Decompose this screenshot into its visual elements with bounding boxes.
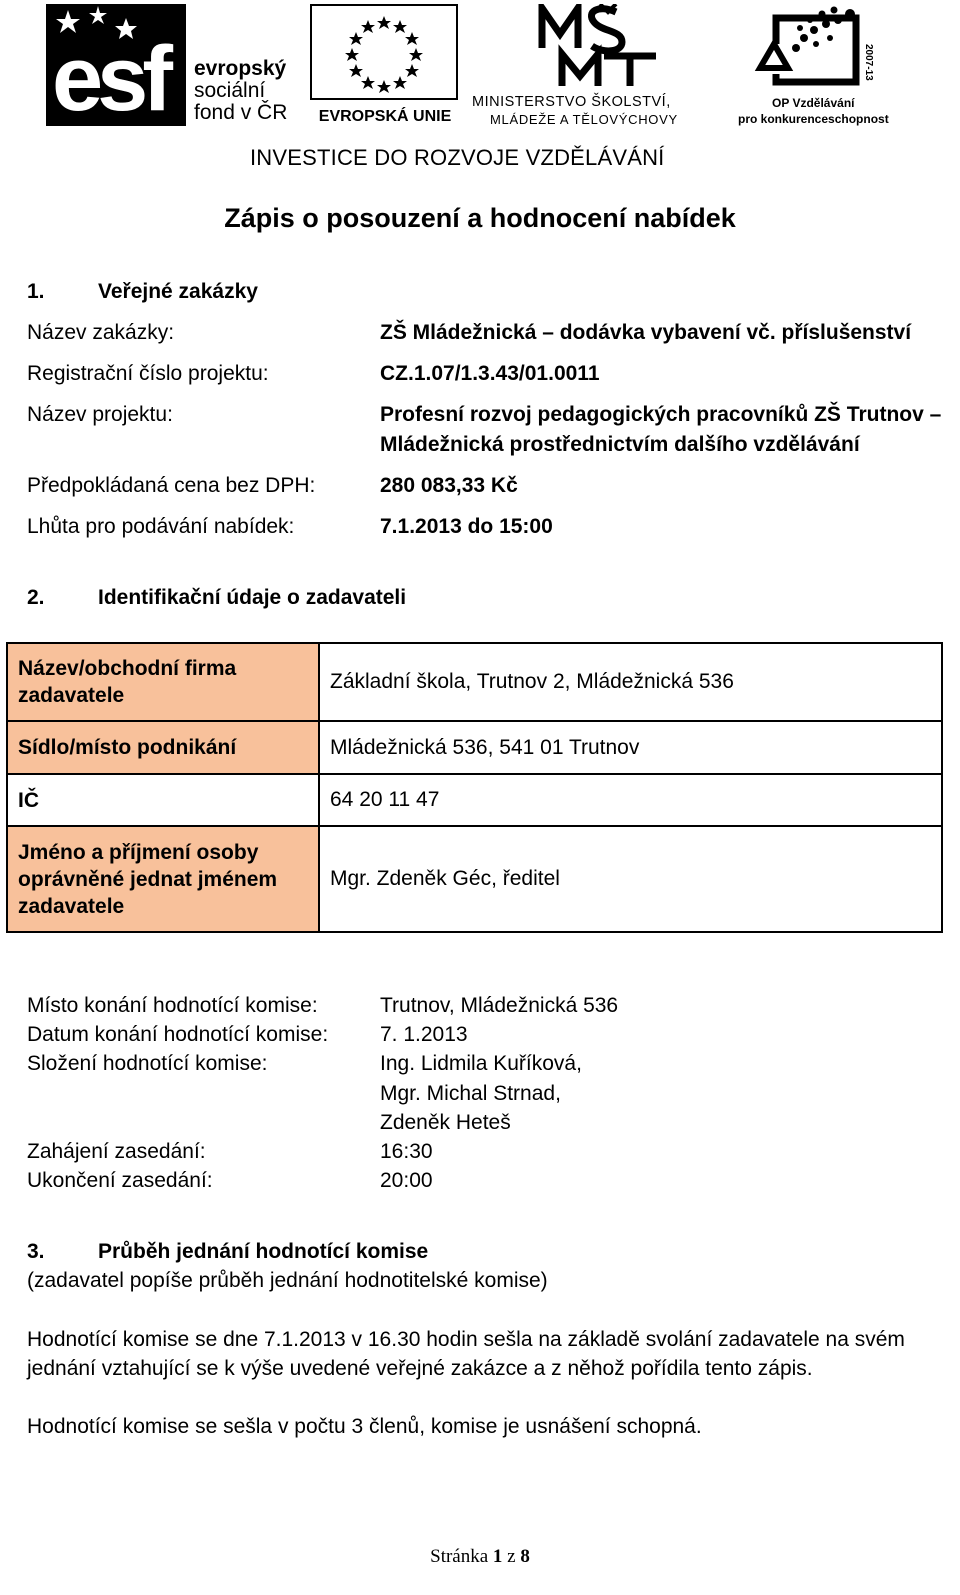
table-row [7, 774, 942, 826]
section-1-title: Veřejné zakázky [98, 280, 258, 303]
msmt-logo [472, 4, 727, 126]
op-logo [738, 4, 903, 126]
section-2-number: 2. [27, 586, 45, 609]
session-start-value: 16:30 [380, 1140, 433, 1163]
section-3-title: Průběh jednání hodnotící komise [98, 1240, 429, 1263]
committee-member-2: Mgr. Michal Strnad, [380, 1082, 561, 1105]
estimated-price-value: 280 083,33 Kč [380, 474, 518, 497]
deadline-value: 7.1.2013 do 15:00 [380, 515, 553, 538]
op-line-2: pro konkurenceschopnost [738, 112, 889, 126]
estimated-price-label: Předpokládaná cena bez DPH: [27, 474, 316, 497]
esf-line-1: evropský [194, 57, 287, 80]
proceedings-line-1: Hodnotící komise se dne 7.1.2013 v 16.30 hodin sešla na základě svolání zadavatele na svém [27, 1328, 905, 1351]
committee-date-value: 7. 1.2013 [380, 1023, 468, 1046]
op-line-1: OP Vzdělávání [772, 96, 855, 110]
authorized-person-value: Mgr. Zdeněk Géc, ředitel [319, 826, 942, 932]
session-end-value: 20:00 [380, 1169, 433, 1192]
committee-place-label: Místo konání hodnotící komise: [27, 994, 318, 1017]
table-row [7, 826, 942, 932]
msmt-line-2: MLÁDEŽE A TĚLOVÝCHOVY [490, 112, 678, 127]
company-name-label: Název/obchodní firma zadavatele [7, 643, 319, 721]
esf-logo [46, 4, 296, 130]
eu-flag-icon [310, 4, 458, 100]
registered-office-value: Mládežnická 536, 541 01 Trutnov [319, 721, 942, 774]
session-start-label: Zahájení zasedání: [27, 1140, 206, 1163]
section-1-number: 1. [27, 280, 45, 303]
project-name-value-line-2: Mládežnická prostřednictvím dalšího vzdělávání [380, 433, 860, 456]
deadline-label: Lhůta pro podávání nabídek: [27, 515, 295, 538]
msmt-mark-icon [538, 4, 658, 90]
table-row [7, 643, 942, 721]
op-mark-icon [738, 4, 903, 94]
committee-place-value: Trutnov, Mládežnická 536 [380, 994, 619, 1017]
ico-label: IČ [7, 774, 319, 826]
eu-label: EVROPSKÁ UNIE [318, 108, 452, 125]
investice-tagline: INVESTICE DO ROZVOJE VZDĚLÁVÁNÍ [250, 145, 665, 170]
committee-date-label: Datum konání hodnotící komise: [27, 1023, 329, 1046]
esf-letters: esf [52, 28, 167, 130]
contract-name-label: Název zakázky: [27, 321, 175, 344]
section-2-heading [27, 586, 406, 610]
committee-member-1: Ing. Lidmila Kuříková, [380, 1052, 582, 1075]
project-name-value-line-1: Profesní rozvoj pedagogických pracovníků ZŠ Trutnov – [380, 403, 942, 426]
registration-number-label: Registrační číslo projektu: [27, 362, 269, 385]
company-name-value: Základní škola, Trutnov 2, Mládežnická 536 [319, 643, 942, 721]
project-name-label: Název projektu: [27, 403, 173, 426]
op-year: 2007-13 [863, 44, 874, 81]
proceedings-line-2: jednání vztahující se k výše uvedené veřejné zakázce a z něhož pořídila tento zápis. [27, 1357, 813, 1380]
footer-prefix: Stránka [430, 1546, 489, 1567]
ico-value: 64 20 11 47 [319, 774, 942, 826]
page-footer [0, 1546, 960, 1568]
section-3-subtitle: (zadavatel popíše průběh jednání hodnotitelské komise) [27, 1269, 548, 1292]
esf-line-2: sociální [194, 79, 266, 102]
document-title: Zápis o posouzení a hodnocení nabídek [224, 203, 736, 233]
committee-members-label: Složení hodnotící komise: [27, 1052, 268, 1075]
footer-page-total: 8 [520, 1546, 530, 1567]
table-row [7, 721, 942, 774]
section-3-heading [27, 1240, 428, 1264]
registration-number-value: CZ.1.07/1.3.43/01.0011 [380, 362, 600, 385]
section-2-title: Identifikační údaje o zadavateli [98, 586, 407, 609]
footer-page-number: 1 [492, 1546, 503, 1567]
session-end-label: Ukončení zasedání: [27, 1169, 213, 1192]
esf-logo-mark [46, 4, 186, 130]
quorum-paragraph: Hodnotící komise se sešla v počtu 3 členů, komise je usnášení schopná. [27, 1415, 702, 1438]
footer-separator: z [507, 1546, 516, 1567]
esf-text [194, 58, 287, 124]
registered-office-label: Sídlo/místo podnikání [7, 721, 319, 774]
committee-member-3: Zdeněk Heteš [380, 1111, 511, 1134]
eu-logo [310, 4, 460, 126]
msmt-line-1: MINISTERSTVO ŠKOLSTVÍ, [472, 94, 671, 110]
section-1-heading [27, 280, 258, 304]
esf-line-3: fond v ČR [194, 101, 288, 124]
authorized-person-label: Jméno a příjmení osoby oprávněné jednat jménem zadavatele [7, 826, 319, 932]
contract-name-value: ZŠ Mládežnická – dodávka vybavení vč. příslušenství [380, 321, 912, 344]
contracting-authority-table [6, 642, 943, 933]
section-3-number: 3. [27, 1240, 45, 1263]
